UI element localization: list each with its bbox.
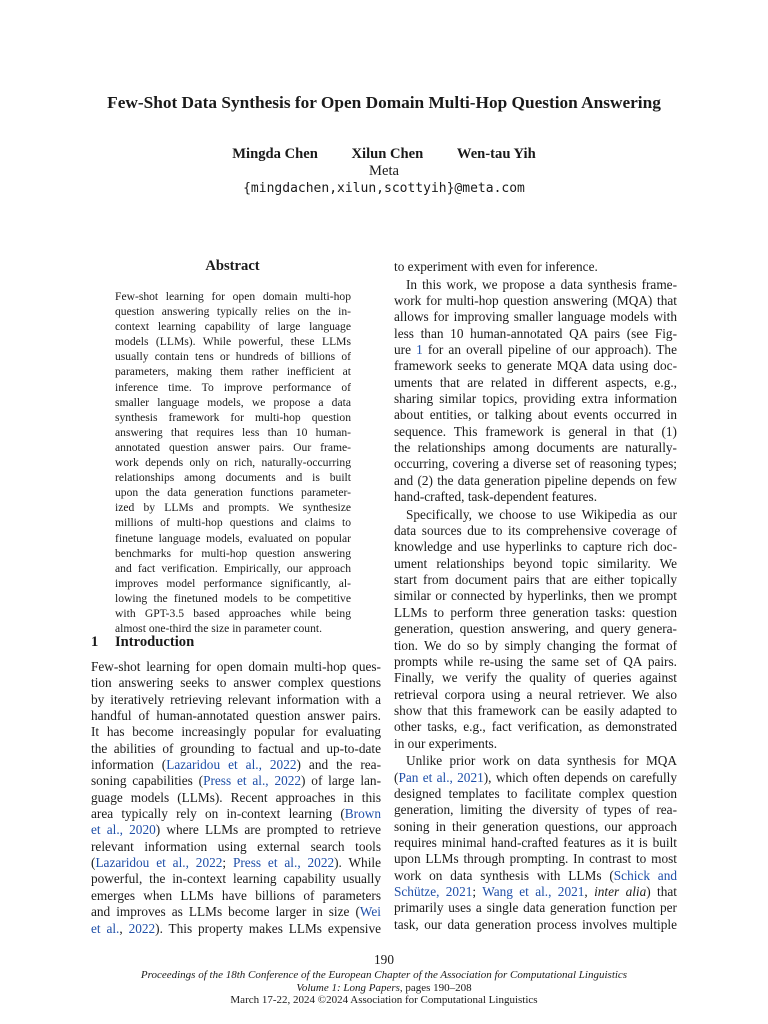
text-line: Specifically, we choose to use Wikipedia as our	[406, 506, 677, 522]
text-line: retrieval corpora using a neural retriever. We also	[394, 686, 677, 702]
text-line: ized by LLMs and prompts. We synthesize	[115, 501, 351, 515]
text-line: primarily uses a single data generation function per	[394, 900, 677, 916]
text-line: answering that requires less than 10 human-	[115, 425, 351, 439]
text-line: with GPT-3.5 based approaches while being	[115, 606, 351, 620]
text-line: models (LLMs). While powerful, these LLMs	[115, 335, 351, 349]
citation-link[interactable]: 2022	[128, 920, 156, 936]
citation-link[interactable]: et al.	[91, 920, 120, 936]
text-line: work for multi-hop question answering (MQA) that	[394, 292, 677, 308]
section-number: 1	[91, 634, 99, 650]
citation-link[interactable]: Wang et al., 2021	[482, 883, 585, 899]
text-line: similar or connected by hyperlinks, then we prompt	[394, 588, 677, 604]
volume-line	[60, 982, 708, 995]
page-range: , pages 190–208	[399, 981, 472, 994]
text-line: and (2) the data generation pipeline depends on few	[394, 472, 677, 488]
text-line: et al., 2022). This property makes LLMs expensive	[91, 920, 381, 936]
text-line: hand-crafted, task-dependent features.	[394, 489, 598, 505]
citation-link[interactable]: Brown	[344, 806, 381, 822]
citation-link[interactable]: et al., 2020	[91, 822, 156, 838]
date-copyright-line: March 17-22, 2024 ©2024 Association for Computational Linguistics	[230, 994, 538, 1006]
text-line: prompts while re-using the same set of QA pairs.	[394, 653, 677, 669]
text-line: knowledge and use hyperlinks to capture rich doc-	[394, 539, 677, 555]
citation-link[interactable]: Wei	[359, 904, 381, 920]
author-name: Xilun Chen	[351, 146, 424, 162]
text-line: area typically rely on in-context learning (Brown	[91, 806, 381, 822]
text-line: lowing the finetuned models to be competitive	[115, 591, 351, 605]
text-line: In this work, we propose a data synthesis frame-	[406, 276, 677, 292]
text-line: emerges when LLMs have billions of parameters	[91, 887, 381, 903]
page-number: 190	[374, 952, 394, 967]
text-line: ure 1 for an overall pipeline of our approach). The	[394, 342, 677, 358]
text-line: parameters, making them rather inefficient at	[115, 365, 351, 379]
text-line: work on data synthesis with LLMs (Schick and	[394, 867, 677, 883]
text-line: tion. We do so by simply changing the format of	[394, 637, 677, 653]
text-line: start from document pairs that are either topically	[394, 572, 677, 588]
text-line: and fact verification. Empirically, our approach	[115, 561, 351, 575]
text-line: Finally, we verify the quality of queries against	[394, 670, 677, 686]
introduction-heading	[91, 634, 381, 651]
text-line: millions of multi-hop questions and claims to	[115, 516, 351, 530]
text-line: handful of human-annotated question answer pairs.	[91, 708, 381, 724]
text-line: relationships among documents and is built	[115, 471, 351, 485]
text-line: less than 10 human-annotated QA pairs (see Fig-	[394, 325, 677, 341]
text-line: LLMs to perform three generation tasks: question	[394, 604, 677, 620]
text-line: framework seeks to generate MQA data using doc-	[394, 358, 677, 374]
text-line: usually contain tens or hundreds of billions of	[115, 350, 351, 364]
text-line: (Lazaridou et al., 2022; Press et al., 2022). While	[91, 855, 382, 871]
text-line: tion answering seeks to answer complex questions	[91, 675, 381, 691]
text-line: context learning capability of large language	[115, 320, 351, 334]
paper-title: Few-Shot Data Synthesis for Open Domain Multi-Hop Question Answering	[107, 93, 661, 112]
text-line: guage models (LLMs). Recent approaches in this	[91, 789, 381, 805]
author-list	[60, 146, 708, 163]
citation-link[interactable]: Pan et al., 2021	[398, 769, 484, 785]
text-line: by iteratively retrieving relevant information with a	[91, 691, 381, 707]
text-line: allows for improving smaller language models with	[394, 309, 677, 325]
text-line: generation, limiting the diversity of types of rea-	[394, 802, 677, 818]
text-line: soning capabilities (Press et al., 2022) of large lan-	[91, 773, 382, 789]
citation-link[interactable]: Lazaridou et al., 2022	[166, 757, 297, 773]
page-footer	[60, 951, 708, 1007]
author-name: Mingda Chen	[232, 146, 318, 162]
text-line: task, our data generation process involves multiple	[394, 916, 677, 932]
author-email: {mingdachen,xilun,scottyih}@meta.com	[243, 181, 525, 196]
text-line: sequence. This framework is general in that (1)	[394, 423, 677, 439]
section-title: Introduction	[115, 634, 195, 650]
text-line: and improves as LLMs become larger in size (Wei	[91, 904, 381, 920]
citation-link[interactable]: Press et al., 2022	[203, 773, 302, 789]
text-line: (Pan et al., 2021), which often depends on carefully	[394, 769, 677, 785]
text-line: smaller language models, we propose a data	[115, 395, 351, 409]
text-line: about entities, or talking about events occurred in	[394, 407, 677, 423]
emphasis-text: inter alia	[594, 883, 647, 899]
citation-link[interactable]: Schick and	[613, 867, 677, 883]
author-name: Wen-tau Yih	[456, 146, 536, 162]
proceedings-line: Proceedings of the 18th Conference of the European Chapter of the Association for Computational Linguistics	[140, 969, 628, 981]
text-line: et al., 2020) where LLMs are prompted to retrieve	[91, 822, 382, 838]
text-line: the relationships among documents are naturally-	[394, 440, 677, 456]
text-line: sharing similar topics, providing extra information	[394, 391, 677, 407]
abstract-heading: Abstract	[205, 258, 260, 274]
text-line: to experiment with even for inference.	[394, 259, 598, 274]
text-line: upon LLMs through prompting. In contrast to most	[394, 851, 677, 867]
text-line: inference time. To improve performance of	[115, 380, 351, 394]
text-line: ument relationships beyond topic similarity. We	[394, 555, 677, 571]
citation-link[interactable]: Lazaridou et al., 2022	[95, 855, 223, 871]
text-line: show that this framework can be easily adapted to	[394, 702, 677, 718]
text-line: annotated question answer pairs. Our frame-	[115, 440, 351, 454]
text-line: Few-shot learning for open domain multi-hop ques-	[91, 659, 381, 674]
text-line: powerful, the in-context learning capability usually	[91, 871, 381, 887]
volume-title: Volume 1: Long Papers	[296, 981, 400, 994]
text-line: other tasks, e.g., fact verification, as demonstrated	[394, 719, 677, 735]
text-line: benchmarks for multi-hop question answering	[115, 546, 351, 560]
abstract-body	[115, 289, 351, 636]
introduction-body	[91, 659, 381, 937]
text-line: synthesis framework for multi-hop question	[115, 410, 351, 424]
text-line: data sources due to its comprehensive coverage of	[394, 523, 677, 539]
text-line: Few-shot learning for open domain multi-hop	[115, 290, 351, 303]
text-line: occurring, covering a diverse set of reasoning types;	[394, 456, 677, 472]
affiliation: Meta	[369, 163, 399, 179]
text-line: upon the data generation functions parameter-	[115, 486, 351, 500]
text-line: Schütze, 2021; Wang et al., 2021, inter alia) that	[394, 883, 677, 899]
text-line: question answering typically relies on the in-	[115, 305, 351, 319]
right-column-body	[394, 259, 677, 933]
text-line: information (Lazaridou et al., 2022) and the rea-	[91, 757, 381, 773]
citation-link[interactable]: 1	[416, 342, 423, 358]
text-line: the abilities of grounding to factual and up-to-date	[91, 740, 381, 756]
text-line: finetune language models, evaluated on popular	[115, 531, 351, 545]
citation-link[interactable]: Press et al., 2022	[232, 855, 335, 871]
text-line: work depends only on rich, naturally-occurring	[115, 456, 351, 470]
text-line: soning in their generation questions, our approach	[394, 818, 677, 834]
text-line: Unlike prior work on data synthesis for MQA	[406, 753, 677, 769]
text-line: It has become increasingly popular for evaluating	[91, 724, 381, 740]
text-line: in our experiments.	[394, 735, 498, 751]
text-line: designed templates to facilitate complex question	[394, 785, 677, 801]
text-line: improves model performance significantly, al-	[115, 576, 351, 590]
text-line: generation, question answering, and query genera-	[394, 621, 677, 637]
text-line: requires minimal hand-crafted features as it is built	[394, 834, 677, 850]
text-line: almost one-third the size in parameter count.	[115, 622, 323, 636]
citation-link[interactable]: Schütze, 2021	[394, 883, 473, 899]
text-line: relevant information using external search tools	[91, 838, 381, 854]
text-line: uments that are related in different aspects, e.g.,	[394, 374, 677, 390]
